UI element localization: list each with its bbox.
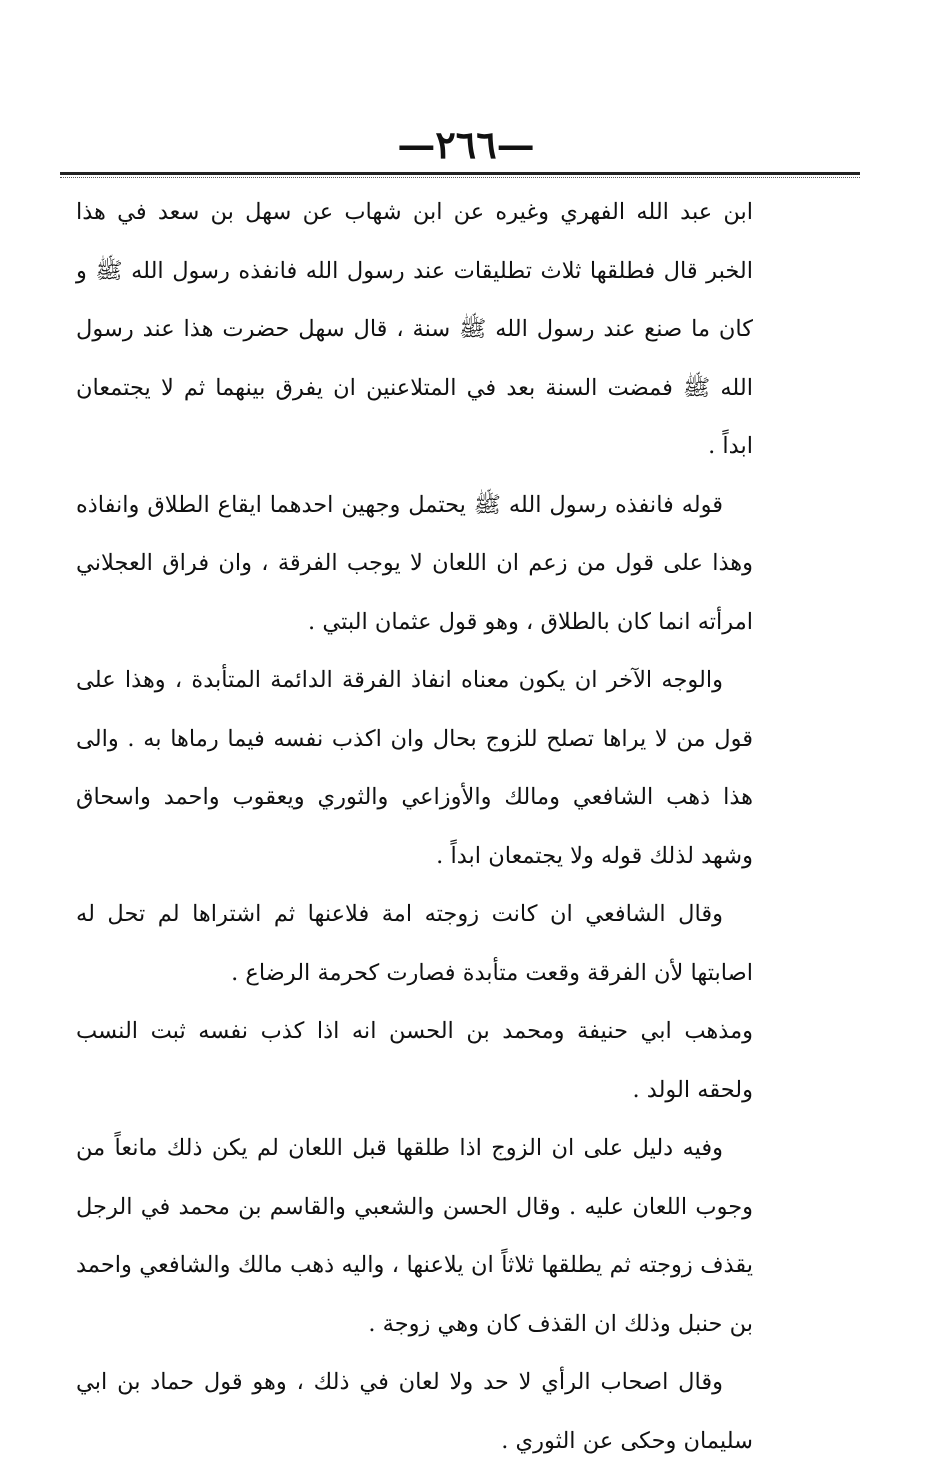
- body-text: [76, 183, 753, 1470]
- paragraph: ابن عبد الله الفهري وغيره عن ابن شهاب عن سهل بن سعد في هذا الخبر قال فطلقها ثلاث تطليقات عند رسول الله فانفذه رسول الله ﷺ و كان ما صنع عند رسول الله ﷺ سنة ، قال سهل حضرت هذا عند رسول الله ﷺ فمضت السنة بعد في المتلاعنين ان يفرق بينهما ثم لا يجتمعان ابداً .: [76, 199, 753, 459]
- paragraph: ومذهب ابي حنيفة ومحمد بن الحسن انه اذا كذب نفسه ثبت النسب ولحقه الولد .: [76, 1018, 753, 1103]
- paragraph: والوجه الآخر ان يكون معناه انفاذ الفرقة الدائمة المتأبدة ، وهذا على قول من لا يراها تصلح للزوج بحال وان اكذب نفسه فيما رماها به . والى هذا ذهب الشافعي ومالك والأوزاعي والثوري ويعقوب واحمد واسحاق وشهد لذلك قوله ولا يجتمعان ابداً .: [76, 667, 753, 869]
- paragraph: قوله فانفذه رسول الله ﷺ يحتمل وجهين احدهما ايقاع الطلاق وانفاذه وهذا على قول من زعم ان اللعان لا يوجب الفرقة ، وان فراق العجلاني امرأته انما كان بالطلاق ، وهو قول عثمان البتي .: [76, 491, 753, 635]
- paragraph: وقال اصحاب الرأي لا حد ولا لعان في ذلك ، وهو قول حماد بن ابي سليمان وحكى عن الثوري .: [76, 1369, 753, 1454]
- header-rule-dotted: [60, 177, 860, 178]
- header-rule: [60, 172, 860, 175]
- paragraph: وقال الشافعي ان كانت زوجته امة فلاعنها ثم اشتراها لم تحل له اصابتها لأن الفرقة وقعت متأبدة فصارت كحرمة الرضاع .: [76, 901, 753, 986]
- page-number: —٢٦٦—: [397, 122, 535, 167]
- paragraph: وفيه دليل على ان الزوج اذا طلقها قبل اللعان لم يكن ذلك مانعاً من وجوب اللعان عليه . وقال الحسن والشعبي والقاسم بن محمد في الرجل يقذف زوجته ثم يطلقها ثلاثاً ان يلاعنها ، واليه ذهب مالك والشافعي واحمد بن حنبل وذلك ان القذف كان وهي زوجة .: [76, 1135, 753, 1337]
